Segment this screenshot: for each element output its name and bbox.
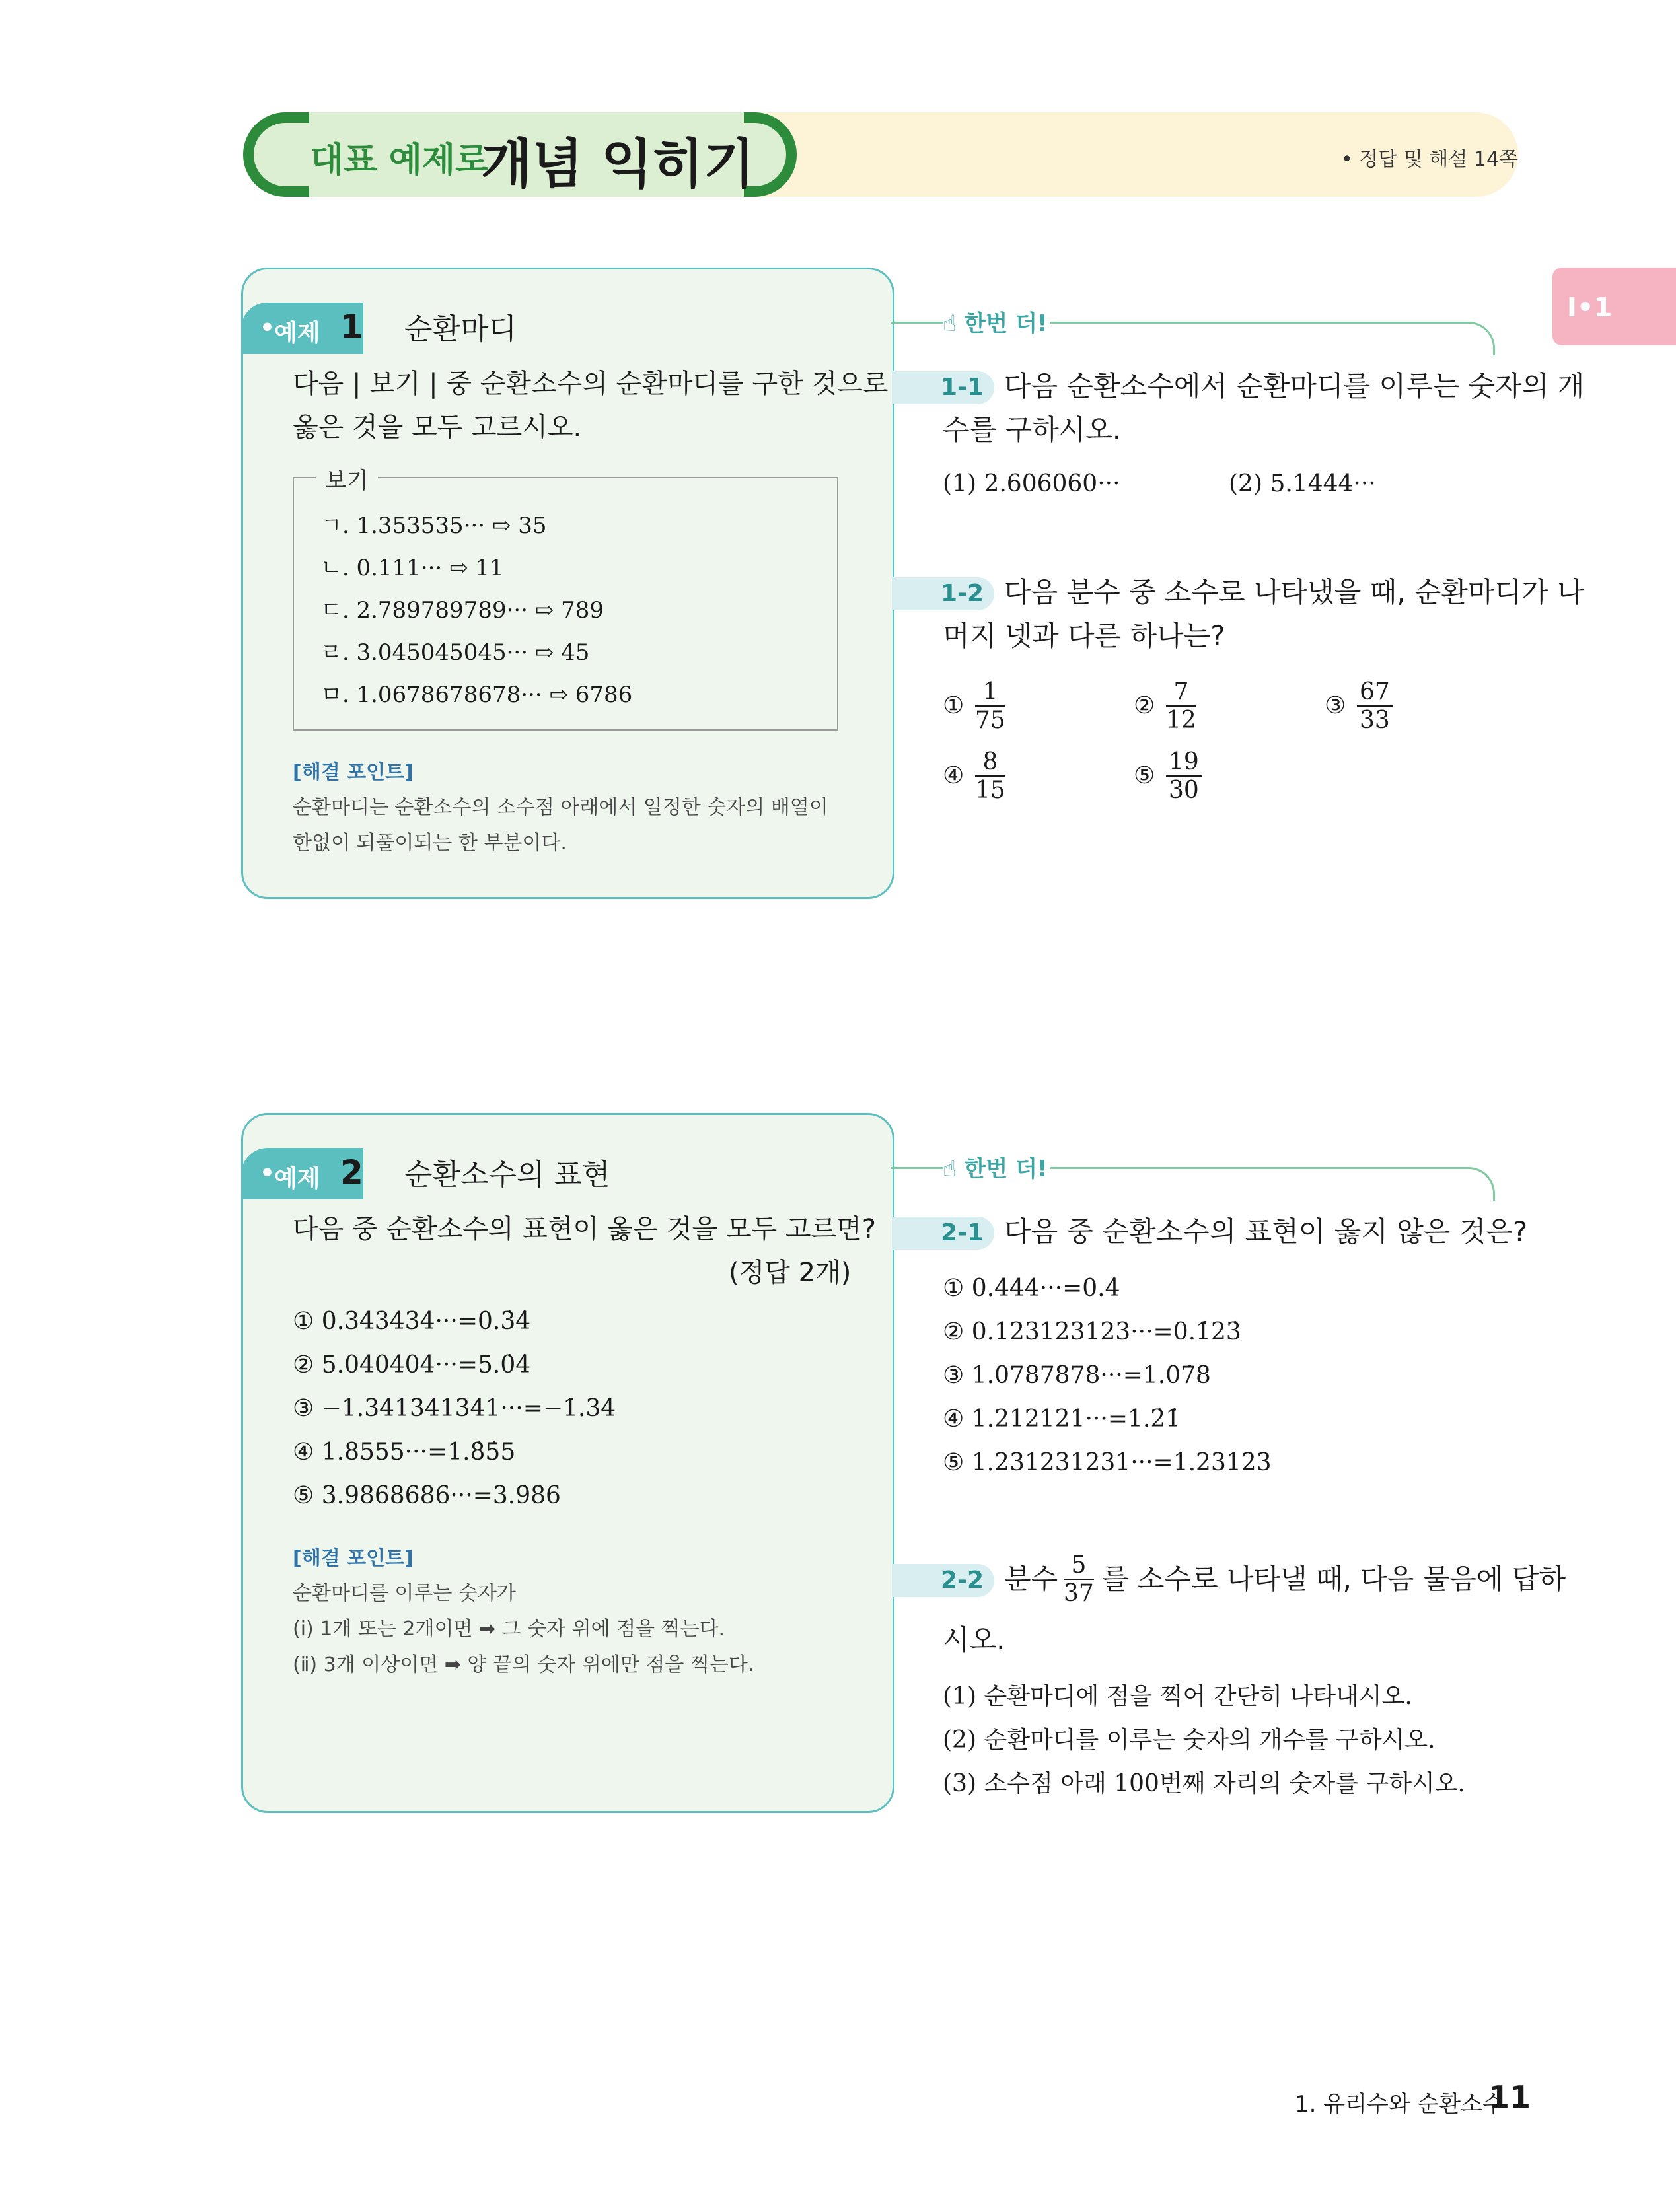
fraction: [975, 749, 1005, 804]
problem-2-2-line2: 시오.: [943, 1623, 1005, 1656]
hint-line: 순환마디는 순환소수의 소수점 아래에서 일정한 숫자의 배열이: [293, 796, 828, 819]
more-connector-line: [891, 322, 943, 324]
problem-tag-1-2: 1-2: [892, 577, 994, 610]
page-number: 11: [1488, 2079, 1531, 2115]
numerator: 67: [1357, 679, 1393, 707]
problem-2-1-choice: ④ 1.212121···=1.2̇1̇: [943, 1406, 1181, 1433]
footer-chapter-label: 1. 유리수와 순환소수: [1295, 2091, 1504, 2118]
choice-mark: ③: [1325, 692, 1346, 719]
bullet-icon: •: [260, 1160, 275, 1187]
problem-1-1-line2: 수를 구하시오.: [943, 413, 1122, 446]
example-tag-label: 예제: [274, 320, 320, 347]
hint-line: (ⅱ) 3개 이상이면 ➡ 양 끝의 숫자 위에만 점을 찍는다.: [293, 1653, 754, 1676]
hint-line: 순환마디를 이루는 숫자가: [293, 1582, 516, 1605]
problem-tag-2-1: 2-1: [892, 1217, 994, 1250]
numerator: 8: [975, 749, 1005, 777]
choice-mark: ⑤: [1134, 762, 1155, 789]
problem-1-2-line1: 다음 분수 중 소수로 나타냈을 때, 순환마디가 나: [1004, 576, 1584, 608]
example-2-question: 다음 중 순환소수의 표현이 옳은 것을 모두 고르면?: [293, 1214, 877, 1244]
more-bracket-line: [1050, 322, 1495, 355]
fraction: [1166, 749, 1202, 804]
example-2-answer-count: (정답 2개): [729, 1258, 852, 1288]
example-1-tag: [241, 303, 363, 354]
example-2-choice: ① 0.343434···=0.3̇4̇: [293, 1308, 531, 1335]
choice-mark: ①: [943, 692, 965, 719]
fraction: [975, 679, 1005, 734]
boki-item: ㄷ. 2.789789789··· ⇨ 789: [320, 597, 604, 624]
example-1-title: 순환마디: [404, 312, 517, 346]
example-number: 1: [340, 308, 363, 346]
problem-tag-2-2: 2-2: [892, 1564, 994, 1597]
choice-mark: ②: [1134, 692, 1155, 719]
more-label-text: 한번 더!: [964, 310, 1048, 337]
denominator: 30: [1169, 777, 1199, 804]
example-2-choice: ② 5.040404···=5.0̇4̇: [293, 1351, 531, 1378]
problem-2-1-choice: ③ 1.0787878···=1.07̇8̇: [943, 1362, 1211, 1389]
more-bracket-line: [1050, 1167, 1495, 1201]
denominator: 37: [1064, 1580, 1094, 1607]
hint-title: [해결 포인트]: [293, 761, 414, 784]
more-label: ☝ 한번 더!: [943, 1156, 1048, 1182]
problem-2-1-choice: ⑤ 1.231231231···=1.23̇12̇3: [943, 1449, 1272, 1476]
hint-line: (ⅰ) 1개 또는 2개이면 ➡ 그 숫자 위에 점을 찍는다.: [293, 1618, 725, 1641]
fraction: [1064, 1552, 1094, 1608]
example-2-choice: ④ 1.8555···=1.8̇5̇5: [293, 1439, 516, 1466]
denominator: 15: [975, 777, 1005, 804]
numerator: 5: [1064, 1552, 1094, 1580]
more-label-text: 한번 더!: [964, 1156, 1048, 1182]
problem-2-1-choice: ① 0.444···=0.4̇: [943, 1275, 1120, 1302]
fraction: [1357, 679, 1393, 734]
boki-item: ㄱ. 1.353535··· ⇨ 35: [320, 513, 547, 539]
boki-label: 보기: [316, 462, 378, 495]
problem-1-1-line1: 다음 순환소수에서 순환마디를 이루는 숫자의 개: [1004, 370, 1585, 402]
answer-reference: • 정답 및 해설 14쪽: [1341, 148, 1518, 171]
hint-title: [해결 포인트]: [293, 1547, 414, 1570]
problem-1-1-choice-2: (2) 5.1444···: [1229, 470, 1376, 497]
problem-2-1-choice: ② 0.123123123···=0.1̇23̇: [943, 1318, 1241, 1345]
problem-2-1-line1: 다음 중 순환소수의 표현이 옳지 않은 것은?: [1004, 1215, 1528, 1248]
more-connector-line: [891, 1167, 943, 1169]
chapter-side-tab: Ⅰ•1: [1552, 268, 1676, 345]
numerator: 19: [1166, 749, 1202, 777]
example-tag-label: 예제: [274, 1165, 320, 1192]
more-label: ☝ 한번 더!: [943, 310, 1048, 337]
problem-2-2-post: 를 소수로 나타낼 때, 다음 물음에 답하: [1102, 1563, 1566, 1595]
example-1-question-line2: 옳은 것을 모두 고르시오.: [293, 412, 582, 443]
denominator: 12: [1166, 707, 1196, 734]
example-2-choice: ③ −1.341341341···=−1̇.34̇: [293, 1395, 616, 1422]
problem-tag-1-1: 1-1: [892, 371, 994, 404]
example-2-title: 순환소수의 표현: [404, 1158, 610, 1192]
fraction: [1166, 679, 1196, 734]
problem-2-2-subquestion: (3) 소수점 아래 100번째 자리의 숫자를 구하시오.: [943, 1770, 1466, 1797]
example-1-question-line1: 다음 | 보기 | 중 순환소수의 순환마디를 구한 것으로: [293, 369, 889, 399]
problem-1-1-choice-1: (1) 2.606060···: [943, 470, 1120, 497]
numerator: 7: [1166, 679, 1196, 707]
problem-2-2-subquestion: (1) 순환마디에 점을 찍어 간단히 나타내시오.: [943, 1683, 1412, 1710]
denominator: 75: [975, 707, 1005, 734]
denominator: 33: [1360, 707, 1390, 734]
example-number: 2: [340, 1153, 363, 1192]
numerator: 1: [975, 679, 1005, 707]
boki-item: ㄹ. 3.045045045··· ⇨ 45: [320, 639, 590, 666]
banner-title-sub: 대표 예제로: [310, 141, 489, 180]
problem-1-2-line2: 머지 넷과 다른 하나는?: [943, 620, 1225, 652]
banner-title-main: 개념 익히기: [481, 133, 755, 195]
example-2-tag: [241, 1148, 363, 1199]
problem-2-2-subquestion: (2) 순환마디를 이루는 숫자의 개수를 구하시오.: [943, 1727, 1436, 1754]
hint-line: 한없이 되풀이되는 한 부분이다.: [293, 832, 567, 855]
example-2-choice: ⑤ 3.9868686···=3.9̇8̇6: [293, 1482, 561, 1509]
problem-2-2-pre: 분수: [1004, 1563, 1058, 1595]
choice-mark: ④: [943, 762, 965, 789]
boki-item: ㅁ. 1.0678678678··· ⇨ 6786: [320, 682, 633, 708]
boki-item: ㄴ. 0.111··· ⇨ 11: [320, 555, 504, 581]
bullet-icon: •: [260, 314, 275, 341]
